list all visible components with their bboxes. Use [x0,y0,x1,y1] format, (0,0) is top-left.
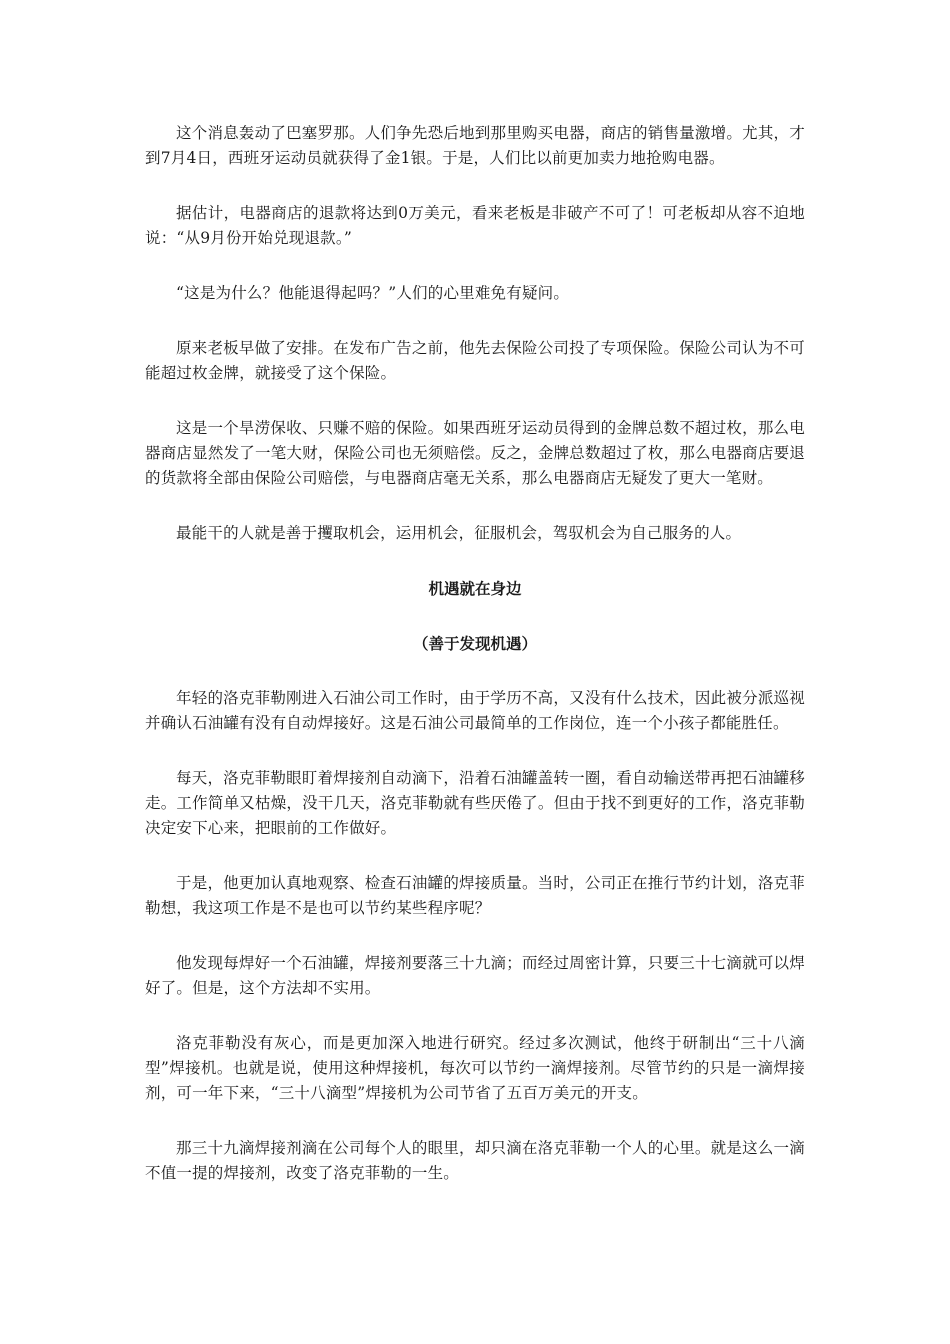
paragraph: 于是，他更加认真地观察、检查石油罐的焊接质量。当时，公司正在推行节约计划，洛克菲勒想，我这项工作是不是也可以节约某些程序呢？ [145,874,805,917]
section-subtitle: （善于发现机遇） [412,634,537,653]
paragraph: 这是一个旱涝保收、只赚不赔的保险。如果西班牙运动员得到的金牌总数不超过枚，那么电器商店显然发了一笔大财，保险公司也无须赔偿。反之，金牌总数超过了枚，那么电器商店要退的货款将全部由保险公司赔偿，与电器商店毫无关系，那么电器商店无疑发了更大一笔财。 [145,419,805,487]
paragraph: 原来老板早做了安排。在发布广告之前，他先去保险公司投了专项保险。保险公司认为不可能超过枚金牌，就接受了这个保险。 [145,339,805,382]
paragraph: 年轻的洛克菲勒刚进入石油公司工作时，由于学历不高，又没有什么技术，因此被分派巡视并确认石油罐有没有自动焊接好。这是石油公司最简单的工作岗位，连一个小孩子都能胜任。 [145,689,805,732]
paragraph: 最能干的人就是善于攫取机会，运用机会，征服机会，驾驭机会为自己服务的人。 [176,524,742,542]
paragraph: 每天，洛克菲勒眼盯着焊接剂自动滴下，沿着石油罐盖转一圈，看自动输送带再把石油罐移走。工作简单又枯燥，没干几天，洛克菲勒就有些厌倦了。但由于找不到更好的工作，洛克菲勒决定安下心来，把眼前的工作做好。 [145,769,805,837]
section-title: 机遇就在身边 [428,579,522,598]
paragraph: 洛克菲勒没有灰心，而是更加深入地进行研究。经过多次测试，他终于研制出“三十八滴型”焊接机。也就是说，使用这种焊接机，每次可以节约一滴焊接剂。尽管节约的只是一滴焊接剂，可一年下来，“三十八滴型”焊接机为公司节省了五百万美元的开支。 [145,1034,805,1102]
paragraph: 这个消息轰动了巴塞罗那。人们争先恐后地到那里购买电器，商店的销售量激增。尤其，才到7月4日，西班牙运动员就获得了金1银。于是，人们比以前更加卖力地抢购电器。 [145,124,805,167]
paragraph: 据估计，电器商店的退款将达到0万美元，看来老板是非破产不可了！可老板却从容不迫地说：“从9月份开始兑现退款。” [145,204,805,247]
document-page [145,121,805,1216]
paragraph: “这是为什么？他能退得起吗？”人们的心里难免有疑问。 [176,284,570,302]
paragraph: 他发现每焊好一个石油罐，焊接剂要落三十九滴；而经过周密计算，只要三十七滴就可以焊好了。但是，这个方法却不实用。 [145,954,805,997]
paragraph: 那三十九滴焊接剂滴在公司每个人的眼里，却只滴在洛克菲勒一个人的心里。就是这么一滴不值一提的焊接剂，改变了洛克菲勒的一生。 [145,1139,805,1182]
